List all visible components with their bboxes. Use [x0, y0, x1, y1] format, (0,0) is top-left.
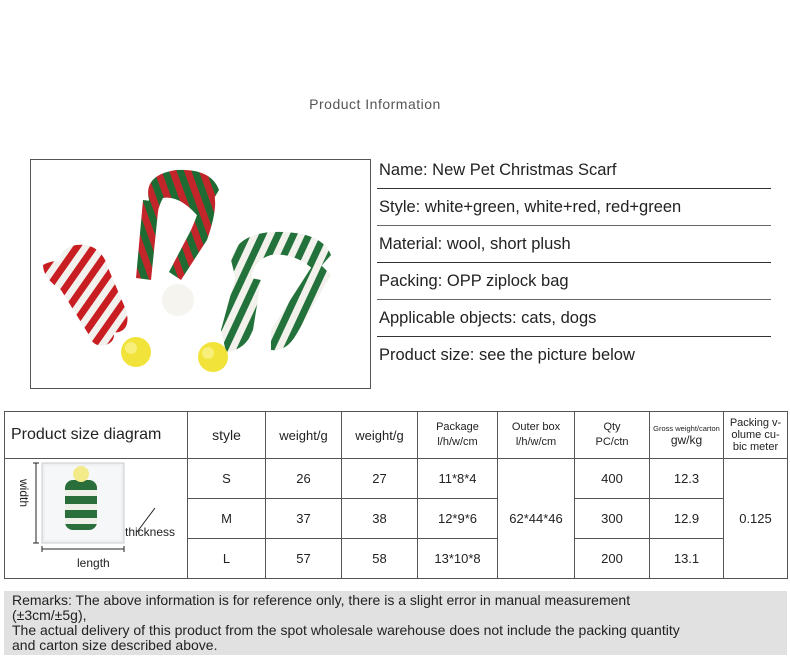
header-diagram: Product size diagram: [5, 412, 188, 459]
header-style: style: [188, 412, 266, 459]
remarks-line-3: The actual delivery of this product from the spot wholesale warehouse does not include the packing quantity: [12, 622, 680, 638]
scarves-illustration: [31, 160, 370, 388]
info-style: Style: white+green, white+red, red+green: [377, 189, 771, 226]
row-package: 11*8*4: [418, 459, 498, 499]
remarks-box: [4, 591, 787, 655]
product-info-list: [377, 152, 771, 374]
row-style: S: [188, 459, 266, 499]
info-material: Material: wool, short plush: [377, 226, 771, 263]
diagram-length-label: length: [77, 556, 110, 570]
header-gross-weight: [650, 412, 724, 459]
header-package: [418, 412, 498, 459]
product-photo: [30, 159, 371, 389]
header-outer-line1: Outer box: [511, 421, 561, 433]
diagram-thickness-label: thickness: [125, 525, 176, 539]
white-green-striped-scarf-icon: [198, 232, 331, 372]
volume-value: 0.125: [724, 459, 788, 579]
page-heading: Product Information: [309, 96, 441, 112]
header-package-line1: Package: [436, 421, 479, 433]
row-style: M: [188, 499, 266, 539]
table-header-row: [5, 412, 788, 459]
row-gw: 12.9: [650, 499, 724, 539]
header-volume-line1: Packing v-: [729, 417, 782, 429]
header-weight-2: weight/g: [342, 412, 418, 459]
row-weight-2: 58: [342, 539, 418, 579]
row-qty: 200: [575, 539, 650, 579]
size-diagram: [5, 459, 188, 579]
info-objects: Applicable objects: cats, dogs: [377, 300, 771, 337]
row-weight-1: 37: [266, 499, 342, 539]
outer-box-value: 62*44*46: [498, 459, 575, 579]
header-volume-line2: olume cu-: [731, 429, 780, 441]
info-size: Product size: see the picture below: [379, 346, 635, 364]
header-outer-line2: l/h/w/cm: [515, 436, 557, 448]
info-name: Name: New Pet Christmas Scarf: [377, 152, 771, 189]
row-weight-2: 38: [342, 499, 418, 539]
row-qty: 400: [575, 459, 650, 499]
header-package-line2: l/h/w/cm: [437, 436, 478, 448]
header-outer-box: [498, 412, 575, 459]
row-qty: 300: [575, 499, 650, 539]
info-packing: Packing: OPP ziplock bag: [377, 263, 771, 300]
remarks-line-4: and carton size described above.: [12, 637, 218, 653]
row-weight-1: 26: [266, 459, 342, 499]
row-package: 12*9*6: [418, 499, 498, 539]
row-weight-1: 57: [266, 539, 342, 579]
red-green-striped-scarf-icon: [136, 170, 219, 316]
row-weight-2: 27: [342, 459, 418, 499]
header-gross-line2: gw/kg: [670, 432, 703, 447]
size-spec-table: [4, 411, 788, 579]
header-qty-line1: Qty: [603, 421, 621, 433]
header-qty: [575, 412, 650, 459]
row-gw: 13.1: [650, 539, 724, 579]
row-style: L: [188, 539, 266, 579]
row-gw: 12.3: [650, 459, 724, 499]
red-white-striped-scarf-icon: [43, 245, 151, 367]
table-row: [5, 459, 788, 499]
remarks-line-1: Remarks: The above information is for reference only, there is a slight error in manual measurement: [12, 592, 631, 608]
header-volume: [724, 412, 788, 459]
header-volume-line3: bic meter: [732, 441, 779, 453]
header-weight-1: weight/g: [266, 412, 342, 459]
diagram-width-label: width: [17, 479, 31, 508]
header-gross-line1: Gross weight/carton: [653, 423, 720, 433]
header-qty-line2: PC/ctn: [595, 436, 629, 448]
row-package: 13*10*8: [418, 539, 498, 579]
remarks-line-2: (±3cm/±5g),: [12, 607, 87, 623]
